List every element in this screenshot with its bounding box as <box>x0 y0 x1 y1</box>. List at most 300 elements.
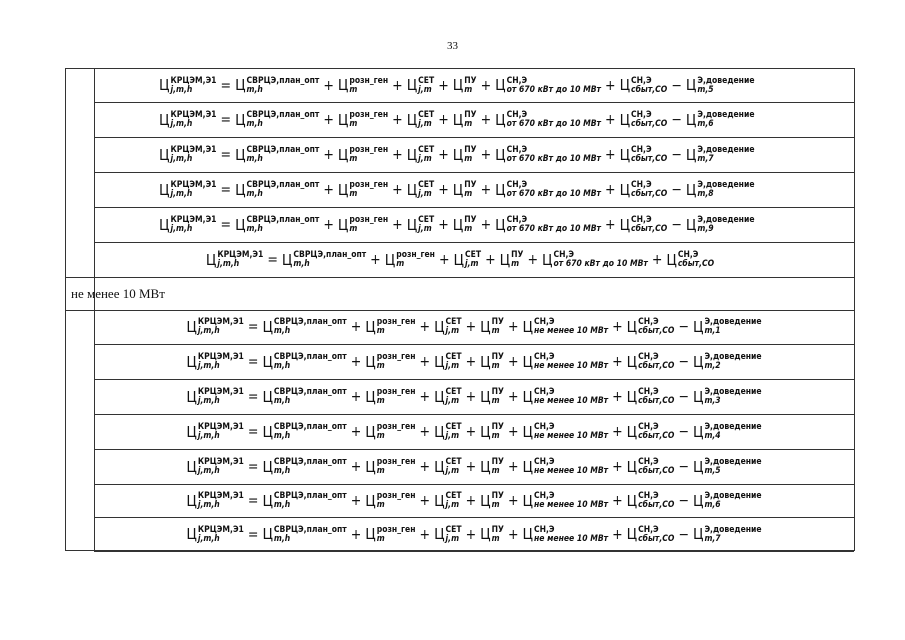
adjustment-price-superscript: Э,доведение <box>704 491 762 502</box>
adjustment-price-subscript: m,8 <box>697 189 714 199</box>
retail-gen-price <box>365 353 415 371</box>
price-symbol: Ц <box>406 76 418 94</box>
price-symbol: Ц <box>365 352 376 371</box>
network-price-subscript: j,m <box>418 84 432 95</box>
equals-sign: = <box>220 147 232 163</box>
infrastructure-price-subscript: m <box>464 84 473 95</box>
retail-gen-price-subscript: m <box>349 119 358 129</box>
formula-row <box>94 208 854 243</box>
infrastructure-price-subscript: m <box>491 500 500 510</box>
formula <box>186 492 761 510</box>
price-symbol: Ц <box>692 457 704 476</box>
wholesale-price-subscript: m,h <box>273 466 291 476</box>
price-symbol: Ц <box>522 352 534 371</box>
retail-gen-price-superscript: розн_ген <box>396 250 435 261</box>
formula-row <box>94 518 854 552</box>
price-symbol: Ц <box>453 250 465 269</box>
price-symbol: Ц <box>205 250 217 269</box>
price-symbol: Ц <box>186 457 197 476</box>
equals-sign: = <box>247 526 259 543</box>
wholesale-price-subscript: m,h <box>273 500 291 510</box>
price-symbol: Ц <box>365 422 376 441</box>
retail-gen-price <box>385 251 435 269</box>
network-price-subscript: j,m <box>445 326 460 336</box>
retail-gen-price-subscript: m <box>376 361 385 371</box>
lhs-price-subscript: j,m,h <box>217 259 240 269</box>
plus-sign: + <box>370 252 381 268</box>
price-symbol: Ц <box>480 457 491 476</box>
lhs-price-subscript: j,m,h <box>170 119 193 129</box>
price-symbol: Ц <box>452 110 464 129</box>
formula-row <box>94 103 854 138</box>
adjustment-price <box>693 492 762 510</box>
plus-sign: + <box>612 319 623 335</box>
equals-sign: = <box>220 182 232 198</box>
capacity-range-price <box>523 526 609 544</box>
retail-gen-price-superscript: розн_ген <box>349 110 389 121</box>
infrastructure-price-subscript: m <box>491 533 500 544</box>
price-symbol: Ц <box>522 491 534 510</box>
infrastructure-price <box>500 251 524 269</box>
formula <box>186 458 761 476</box>
price-symbol: Ц <box>262 457 273 476</box>
lhs-price-subscript: j,m,h <box>197 500 220 510</box>
plus-sign: + <box>350 424 362 440</box>
sales-price-subscript: сбыт,СО <box>631 119 668 129</box>
capacity-range-price-superscript: СН,Э <box>506 215 528 226</box>
network-price <box>407 111 435 129</box>
price-symbol: Ц <box>337 180 349 199</box>
retail-gen-price-subscript: m <box>376 396 385 406</box>
plus-sign: + <box>612 459 623 475</box>
formula <box>186 526 761 544</box>
plus-sign: + <box>651 252 663 268</box>
plus-sign: + <box>350 526 362 543</box>
price-symbol: Ц <box>692 491 704 510</box>
price-symbol: Ц <box>626 317 638 336</box>
price-symbol: Ц <box>365 525 376 543</box>
wholesale-price-superscript: СВРЦЭ,план_опт <box>246 110 320 121</box>
retail-gen-price-superscript: розн_ген <box>376 457 416 468</box>
adjustment-price-superscript: Э,доведение <box>697 110 755 121</box>
infrastructure-price-subscript: m <box>491 431 500 441</box>
infrastructure-price <box>453 111 477 129</box>
price-symbol: Ц <box>337 215 349 234</box>
minus-sign: − <box>671 147 682 163</box>
infrastructure-price-superscript: ПУ <box>491 387 504 398</box>
price-symbol: Ц <box>434 317 445 336</box>
plus-sign: + <box>438 147 449 163</box>
lhs-price <box>186 423 244 441</box>
price-symbol: Ц <box>619 76 631 94</box>
retail-gen-price-subscript: m <box>376 466 385 476</box>
retail-gen-price-superscript: розн_ген <box>376 317 416 328</box>
infrastructure-price-subscript: m <box>464 154 473 164</box>
plus-sign: + <box>323 182 334 198</box>
retail-gen-price-superscript: розн_ген <box>376 387 416 398</box>
formula-row <box>94 380 854 415</box>
price-symbol: Ц <box>480 422 491 441</box>
wholesale-price-superscript: СВРЦЭ,план_опт <box>246 180 320 191</box>
sales-price-subscript: сбыт,СО <box>631 189 668 199</box>
adjustment-price-superscript: Э,доведение <box>697 180 755 191</box>
plus-sign: + <box>392 217 403 233</box>
sales-price-subscript: сбыт,СО <box>638 326 675 336</box>
price-symbol: Ц <box>495 145 506 164</box>
plus-sign: + <box>480 182 492 198</box>
price-symbol: Ц <box>235 110 246 129</box>
adjustment-price-superscript: Э,доведение <box>704 422 762 433</box>
lhs-price-superscript: КРЦЭМ,Э1 <box>197 352 244 363</box>
wholesale-price <box>235 77 319 95</box>
formula <box>159 216 755 234</box>
formula <box>159 77 755 95</box>
retail-gen-price-superscript: розн_ген <box>376 422 416 433</box>
price-symbol: Ц <box>495 180 506 199</box>
lhs-price <box>186 492 244 510</box>
infrastructure-price-superscript: ПУ <box>511 250 524 261</box>
wholesale-price <box>262 318 346 336</box>
price-symbol: Ц <box>262 422 273 441</box>
price-symbol: Ц <box>235 180 246 199</box>
wholesale-price-subscript: m,h <box>273 361 291 371</box>
adjustment-price <box>686 111 755 129</box>
capacity-range-price <box>523 388 609 406</box>
infrastructure-price <box>480 423 504 441</box>
plus-sign: + <box>438 217 449 233</box>
adjustment-price <box>686 216 755 234</box>
capacity-range-price-superscript: СН,Э <box>534 387 555 398</box>
price-symbol: Ц <box>262 525 273 543</box>
sales-price-subscript: сбыт,СО <box>631 154 668 164</box>
capacity-range-price <box>523 492 609 510</box>
plus-sign: + <box>612 354 623 370</box>
retail-gen-price <box>365 458 415 476</box>
wholesale-price-subscript: m,h <box>273 396 291 406</box>
price-symbol: Ц <box>262 387 273 406</box>
price-symbol: Ц <box>159 180 170 199</box>
adjustment-price-subscript: m,3 <box>704 396 721 406</box>
wholesale-price <box>282 251 366 269</box>
plus-sign: + <box>527 252 538 268</box>
network-price-superscript: СЕТ <box>445 491 462 502</box>
lhs-price-superscript: КРЦЭМ,Э1 <box>170 145 217 156</box>
network-price-superscript: СЕТ <box>445 422 462 433</box>
price-symbol: Ц <box>626 387 638 406</box>
retail-gen-price-superscript: розн_ген <box>376 352 416 363</box>
adjustment-price-subscript: m,7 <box>697 154 714 164</box>
infrastructure-price <box>480 318 504 336</box>
infrastructure-price <box>480 526 504 544</box>
network-price-superscript: СЕТ <box>465 250 482 261</box>
capacity-range-price-subscript: от 670 кВт до 10 МВт <box>506 189 601 199</box>
wholesale-price-superscript: СВРЦЭ,план_опт <box>273 457 347 468</box>
price-symbol: Ц <box>434 387 445 406</box>
capacity-range-price-subscript: от 670 кВт до 10 МВт <box>506 154 601 164</box>
sales-price-superscript: СН,Э <box>631 145 652 156</box>
formula-row <box>94 69 854 103</box>
price-symbol: Ц <box>365 457 376 476</box>
price-symbol: Ц <box>480 387 491 406</box>
retail-gen-price <box>365 526 415 544</box>
infrastructure-price-subscript: m <box>511 259 520 269</box>
lhs-price <box>186 458 244 476</box>
capacity-range-price <box>523 353 609 371</box>
wholesale-price <box>235 146 319 164</box>
price-symbol: Ц <box>685 215 697 234</box>
adjustment-price-superscript: Э,доведение <box>704 387 762 398</box>
price-symbol: Ц <box>186 491 197 510</box>
adjustment-price <box>686 77 755 95</box>
sales-price-subscript: сбыт,СО <box>638 361 675 371</box>
sales-price-superscript: СН,Э <box>677 250 699 261</box>
infrastructure-price-subscript: m <box>491 466 500 476</box>
price-symbol: Ц <box>235 215 246 234</box>
network-price-superscript: СЕТ <box>445 317 462 328</box>
price-symbol: Ц <box>337 110 349 129</box>
price-symbol: Ц <box>626 422 638 441</box>
retail-gen-price <box>365 318 415 336</box>
network-price <box>434 353 462 371</box>
minus-sign: − <box>678 319 689 335</box>
retail-gen-price-subscript: m <box>376 431 385 441</box>
price-symbol: Ц <box>262 352 273 371</box>
network-price <box>407 181 435 199</box>
network-price-subscript: j,m <box>418 189 432 199</box>
wholesale-price-subscript: m,h <box>293 259 310 269</box>
adjustment-price-subscript: m,7 <box>704 533 721 544</box>
plus-sign: + <box>419 424 431 440</box>
sales-price-superscript: СН,Э <box>631 215 652 226</box>
price-symbol: Ц <box>522 525 534 543</box>
formula-row <box>94 450 854 485</box>
adjustment-price-subscript: m,6 <box>704 500 721 510</box>
lhs-price-superscript: КРЦЭМ,Э1 <box>170 215 217 226</box>
lhs-price-subscript: j,m,h <box>197 533 220 544</box>
minus-sign: − <box>678 354 689 370</box>
retail-gen-price-subscript: m <box>349 189 358 199</box>
wholesale-price-superscript: СВРЦЭ,план_опт <box>273 387 347 398</box>
capacity-range-price-superscript: СН,Э <box>506 110 528 121</box>
price-symbol: Ц <box>235 76 246 94</box>
wholesale-price-superscript: СВРЦЭ,план_опт <box>293 250 367 261</box>
price-symbol: Ц <box>434 491 445 510</box>
infrastructure-price-superscript: ПУ <box>491 457 504 468</box>
retail-gen-price-superscript: розн_ген <box>349 75 389 86</box>
network-price-superscript: СЕТ <box>445 457 462 468</box>
capacity-range-price-subscript: не менее 10 МВт <box>534 396 609 406</box>
retail-gen-price-subscript: m <box>396 259 405 269</box>
adjustment-price-superscript: Э,доведение <box>704 524 762 535</box>
adjustment-price-subscript: m,5 <box>697 84 714 95</box>
formula <box>159 146 755 164</box>
capacity-range-price-superscript: СН,Э <box>534 524 555 535</box>
plus-sign: + <box>392 147 403 163</box>
adjustment-price-subscript: m,5 <box>704 466 721 476</box>
infrastructure-price-superscript: ПУ <box>491 352 504 363</box>
lhs-price-superscript: КРЦЭМ,Э1 <box>170 180 217 191</box>
network-price <box>434 318 462 336</box>
plus-sign: + <box>419 526 431 543</box>
plus-sign: + <box>465 424 477 440</box>
plus-sign: + <box>507 319 519 335</box>
price-symbol: Ц <box>365 317 376 336</box>
price-symbol: Ц <box>626 352 638 371</box>
price-symbol: Ц <box>186 352 197 371</box>
formula-table <box>65 68 855 551</box>
adjustment-price <box>686 181 755 199</box>
infrastructure-price-subscript: m <box>491 361 500 371</box>
plus-sign: + <box>507 493 519 509</box>
infrastructure-price <box>453 181 477 199</box>
network-price-subscript: j,m <box>418 119 432 129</box>
capacity-range-price-subscript: не менее 10 МВт <box>534 326 609 336</box>
wholesale-price <box>262 353 346 371</box>
price-symbol: Ц <box>626 525 638 543</box>
plus-sign: + <box>323 77 334 94</box>
price-symbol: Ц <box>452 145 464 164</box>
capacity-range-price-superscript: СН,Э <box>506 145 528 156</box>
lhs-price-superscript: КРЦЭМ,Э1 <box>170 110 217 121</box>
plus-sign: + <box>465 354 477 370</box>
retail-gen-price-subscript: m <box>376 500 385 510</box>
wholesale-price <box>262 423 346 441</box>
plus-sign: + <box>605 147 616 163</box>
adjustment-price <box>693 318 762 336</box>
minus-sign: − <box>678 493 689 509</box>
capacity-range-price-subscript: от 670 кВт до 10 МВт <box>553 259 648 269</box>
network-price-subscript: j,m <box>445 396 460 406</box>
plus-sign: + <box>465 459 477 475</box>
price-symbol: Ц <box>452 76 464 94</box>
plus-sign: + <box>480 147 492 163</box>
sales-price-subscript: сбыт,СО <box>638 396 675 406</box>
lhs-price-subscript: j,m,h <box>170 189 193 199</box>
capacity-range-price <box>523 423 609 441</box>
retail-gen-price-subscript: m <box>376 326 385 336</box>
plus-sign: + <box>480 112 492 128</box>
price-symbol: Ц <box>159 76 170 94</box>
price-symbol: Ц <box>480 491 491 510</box>
price-symbol: Ц <box>337 76 349 94</box>
formula <box>159 181 755 199</box>
price-symbol: Ц <box>692 525 704 543</box>
network-price-subscript: j,m <box>445 466 460 476</box>
lhs-price <box>186 318 244 336</box>
lhs-price-superscript: КРЦЭМ,Э1 <box>197 457 244 468</box>
adjustment-price-superscript: Э,доведение <box>697 215 755 226</box>
sales-price-superscript: СН,Э <box>638 491 659 502</box>
price-symbol: Ц <box>434 457 445 476</box>
plus-sign: + <box>612 389 623 405</box>
capacity-range-price-superscript: СН,Э <box>553 250 575 261</box>
adjustment-price-superscript: Э,доведение <box>704 457 762 468</box>
infrastructure-price-subscript: m <box>491 396 500 406</box>
capacity-range-price-subscript: не менее 10 МВт <box>534 466 609 476</box>
formula <box>159 111 755 129</box>
sales-price <box>627 492 675 510</box>
retail-gen-price-subscript: m <box>349 224 358 234</box>
network-price-superscript: СЕТ <box>418 75 435 86</box>
retail-gen-price-superscript: розн_ген <box>376 491 416 502</box>
wholesale-price <box>262 526 346 544</box>
network-price <box>434 388 462 406</box>
formula-row <box>94 138 854 173</box>
infrastructure-price <box>453 146 477 164</box>
minus-sign: − <box>671 112 682 128</box>
plus-sign: + <box>392 112 403 128</box>
formula <box>186 388 761 406</box>
adjustment-price-subscript: m,6 <box>697 119 714 129</box>
network-price-superscript: СЕТ <box>445 524 462 535</box>
adjustment-price-superscript: Э,доведение <box>704 317 762 328</box>
retail-gen-price <box>365 388 415 406</box>
wholesale-price-subscript: m,h <box>246 224 263 234</box>
wholesale-price-superscript: СВРЦЭ,план_опт <box>273 422 347 433</box>
sales-price <box>620 216 668 234</box>
formula-row <box>94 173 854 208</box>
capacity-range-price <box>495 111 601 129</box>
sales-price <box>627 353 675 371</box>
plus-sign: + <box>465 493 477 509</box>
lhs-price <box>186 353 244 371</box>
price-symbol: Ц <box>434 422 445 441</box>
lhs-price-superscript: КРЦЭМ,Э1 <box>197 387 244 398</box>
capacity-range-price-subscript: не менее 10 МВт <box>534 361 609 371</box>
price-symbol: Ц <box>365 387 376 406</box>
plus-sign: + <box>438 182 449 198</box>
equals-sign: = <box>247 389 259 405</box>
capacity-range-price <box>495 181 601 199</box>
capacity-range-price-subscript: от 670 кВт до 10 МВт <box>506 84 601 95</box>
minus-sign: − <box>678 424 689 440</box>
wholesale-price-superscript: СВРЦЭ,план_опт <box>273 317 347 328</box>
wholesale-price-superscript: СВРЦЭ,план_опт <box>273 524 347 535</box>
retail-gen-price <box>338 216 388 234</box>
price-symbol: Ц <box>542 250 553 269</box>
plus-sign: + <box>350 354 362 370</box>
price-symbol: Ц <box>480 525 491 543</box>
price-symbol: Ц <box>337 145 349 164</box>
network-price-subscript: j,m <box>445 431 460 441</box>
price-symbol: Ц <box>522 317 534 336</box>
adjustment-price-subscript: m,9 <box>697 224 714 234</box>
capacity-range-price <box>495 77 601 95</box>
sales-price <box>620 146 668 164</box>
network-price-subscript: j,m <box>465 259 479 269</box>
plus-sign: + <box>350 389 362 405</box>
price-symbol: Ц <box>495 110 506 129</box>
price-symbol: Ц <box>186 317 197 336</box>
price-symbol: Ц <box>406 145 418 164</box>
price-symbol: Ц <box>685 76 697 94</box>
price-symbol: Ц <box>281 250 293 269</box>
equals-sign: = <box>247 459 259 475</box>
formula-row <box>66 243 854 278</box>
infrastructure-price-subscript: m <box>464 189 473 199</box>
capacity-range-price-superscript: СН,Э <box>506 180 528 191</box>
sales-price <box>620 77 668 95</box>
wholesale-price <box>235 111 319 129</box>
lhs-price <box>186 526 244 544</box>
equals-sign: = <box>220 77 232 94</box>
retail-gen-price <box>338 181 388 199</box>
capacity-range-price-superscript: СН,Э <box>534 317 555 328</box>
plus-sign: + <box>419 459 431 475</box>
sales-price-subscript: сбыт,СО <box>638 431 675 441</box>
minus-sign: − <box>671 217 682 233</box>
network-price-subscript: j,m <box>418 154 432 164</box>
